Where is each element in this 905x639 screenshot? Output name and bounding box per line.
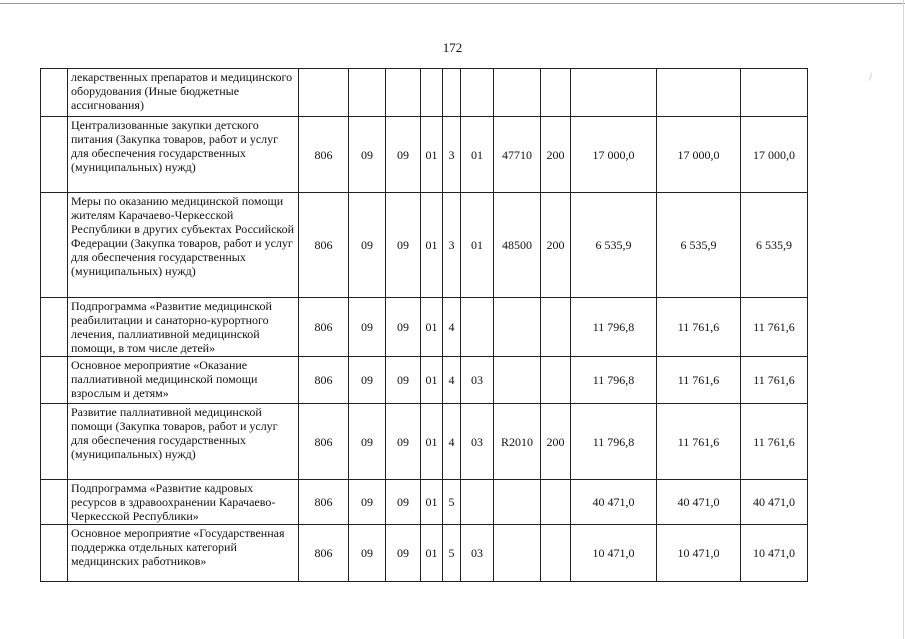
table-row xyxy=(41,298,808,357)
amount-year-1: 10 471,0 xyxy=(571,525,657,582)
amount-year-1: 40 471,0 xyxy=(571,480,657,525)
table-body xyxy=(41,69,808,582)
code-subsection: 09 xyxy=(386,357,421,404)
code-event xyxy=(461,298,494,357)
code-direction xyxy=(494,357,541,404)
code-direction: 47710 xyxy=(494,117,541,193)
table-row xyxy=(41,117,808,193)
code-program xyxy=(421,69,443,117)
row-description: Подпрограмма «Развитие кадровых ресурсов в здравоохранении Карачаево-Черкесской Республики» xyxy=(68,480,299,525)
code-program: 01 xyxy=(421,357,443,404)
budget-table xyxy=(40,68,808,582)
row-index-cell xyxy=(41,404,68,480)
code-grbs: 806 xyxy=(299,480,349,525)
amount-year-1: 11 796,8 xyxy=(571,404,657,480)
amount-year-2: 10 471,0 xyxy=(657,525,741,582)
code-section: 09 xyxy=(349,480,386,525)
amount-year-2: 11 761,6 xyxy=(657,357,741,404)
row-index-cell xyxy=(41,298,68,357)
code-subprogram xyxy=(443,69,461,117)
amount-year-3: 17 000,0 xyxy=(741,117,808,193)
code-direction xyxy=(494,69,541,117)
code-direction xyxy=(494,480,541,525)
row-description: Основное мероприятие «Государственная поддержка отдельных категорий медицинских работников» xyxy=(68,525,299,582)
page-number: 172 xyxy=(442,40,463,55)
code-program: 01 xyxy=(421,404,443,480)
amount-year-1: 11 796,8 xyxy=(571,298,657,357)
code-subprogram: 4 xyxy=(443,357,461,404)
code-section: 09 xyxy=(349,298,386,357)
row-description: Основное мероприятие «Оказание паллиативной медицинской помощи взрослым и детям» xyxy=(68,357,299,404)
code-event xyxy=(461,480,494,525)
code-section: 09 xyxy=(349,525,386,582)
code-subsection: 09 xyxy=(386,117,421,193)
row-description: Централизованные закупки детского питания (Закупка товаров, работ и услуг для обеспечения государственных (муниципальных) нужд) xyxy=(68,117,299,193)
table-row xyxy=(41,69,808,117)
amount-year-3: 10 471,0 xyxy=(741,525,808,582)
code-section: 09 xyxy=(349,193,386,298)
code-expense-type xyxy=(541,525,571,582)
code-expense-type: 200 xyxy=(541,193,571,298)
code-subsection: 09 xyxy=(386,193,421,298)
amount-year-1: 17 000,0 xyxy=(571,117,657,193)
code-direction: R2010 xyxy=(494,404,541,480)
code-subsection: 09 xyxy=(386,525,421,582)
row-description: Подпрограмма «Развитие медицинской реабилитации и санаторно-курортного лечения, паллиативной медицинской помощи, в том числе детей» xyxy=(68,298,299,357)
code-program: 01 xyxy=(421,480,443,525)
row-description: Развитие паллиативной медицинской помощи (Закупка товаров, работ и услуг для обеспечения государственных (муниципальных) нужд) xyxy=(68,404,299,480)
code-direction xyxy=(494,298,541,357)
code-event: 03 xyxy=(461,525,494,582)
code-program: 01 xyxy=(421,298,443,357)
code-event: 03 xyxy=(461,404,494,480)
amount-year-3: 6 535,9 xyxy=(741,193,808,298)
amount-year-2: 17 000,0 xyxy=(657,117,741,193)
code-grbs: 806 xyxy=(299,404,349,480)
code-expense-type xyxy=(541,298,571,357)
code-section: 09 xyxy=(349,357,386,404)
row-index-cell xyxy=(41,193,68,298)
scan-speck: ⁄ xyxy=(868,72,874,83)
code-program: 01 xyxy=(421,193,443,298)
code-expense-type xyxy=(541,480,571,525)
code-program: 01 xyxy=(421,117,443,193)
code-subprogram: 5 xyxy=(443,480,461,525)
code-subsection: 09 xyxy=(386,298,421,357)
code-event: 01 xyxy=(461,193,494,298)
code-subprogram: 3 xyxy=(443,117,461,193)
code-grbs: 806 xyxy=(299,117,349,193)
amount-year-2: 11 761,6 xyxy=(657,298,741,357)
code-expense-type: 200 xyxy=(541,117,571,193)
code-grbs xyxy=(299,69,349,117)
table-row xyxy=(41,525,808,582)
code-subsection: 09 xyxy=(386,480,421,525)
amount-year-1 xyxy=(571,69,657,117)
code-subsection xyxy=(386,69,421,117)
code-expense-type xyxy=(541,357,571,404)
code-subsection: 09 xyxy=(386,404,421,480)
code-event: 03 xyxy=(461,357,494,404)
code-section: 09 xyxy=(349,117,386,193)
row-index-cell xyxy=(41,357,68,404)
code-expense-type: 200 xyxy=(541,404,571,480)
code-direction xyxy=(494,525,541,582)
code-direction: 48500 xyxy=(494,193,541,298)
page-edge xyxy=(903,0,904,639)
top-rule xyxy=(0,3,905,4)
amount-year-3: 11 761,6 xyxy=(741,298,808,357)
code-grbs: 806 xyxy=(299,525,349,582)
amount-year-1: 11 796,8 xyxy=(571,357,657,404)
code-subprogram: 4 xyxy=(443,298,461,357)
code-subprogram: 5 xyxy=(443,525,461,582)
row-index-cell xyxy=(41,480,68,525)
code-program: 01 xyxy=(421,525,443,582)
code-grbs: 806 xyxy=(299,357,349,404)
code-section xyxy=(349,69,386,117)
row-index-cell xyxy=(41,117,68,193)
amount-year-2: 6 535,9 xyxy=(657,193,741,298)
amount-year-3: 11 761,6 xyxy=(741,404,808,480)
amount-year-3 xyxy=(741,69,808,117)
table-row xyxy=(41,480,808,525)
code-event: 01 xyxy=(461,117,494,193)
row-index-cell xyxy=(41,525,68,582)
amount-year-2: 40 471,0 xyxy=(657,480,741,525)
code-expense-type xyxy=(541,69,571,117)
amount-year-3: 40 471,0 xyxy=(741,480,808,525)
table-row xyxy=(41,357,808,404)
row-index-cell xyxy=(41,69,68,117)
code-event xyxy=(461,69,494,117)
code-subprogram: 3 xyxy=(443,193,461,298)
row-description: Меры по оказанию медицинской помощи жителям Карачаево-Черкесской Республики в других субъектах Российской Федерации (Закупка товаров, работ и услуг для обеспечения государственных (муниципальных) нужд) xyxy=(68,193,299,298)
amount-year-2: 11 761,6 xyxy=(657,404,741,480)
amount-year-3: 11 761,6 xyxy=(741,357,808,404)
table-row xyxy=(41,404,808,480)
code-grbs: 806 xyxy=(299,193,349,298)
amount-year-2 xyxy=(657,69,741,117)
code-grbs: 806 xyxy=(299,298,349,357)
code-subprogram: 4 xyxy=(443,404,461,480)
amount-year-1: 6 535,9 xyxy=(571,193,657,298)
row-description: лекарственных препаратов и медицинского оборудования (Иные бюджетные ассигнования) xyxy=(68,69,299,117)
table-row xyxy=(41,193,808,298)
code-section: 09 xyxy=(349,404,386,480)
